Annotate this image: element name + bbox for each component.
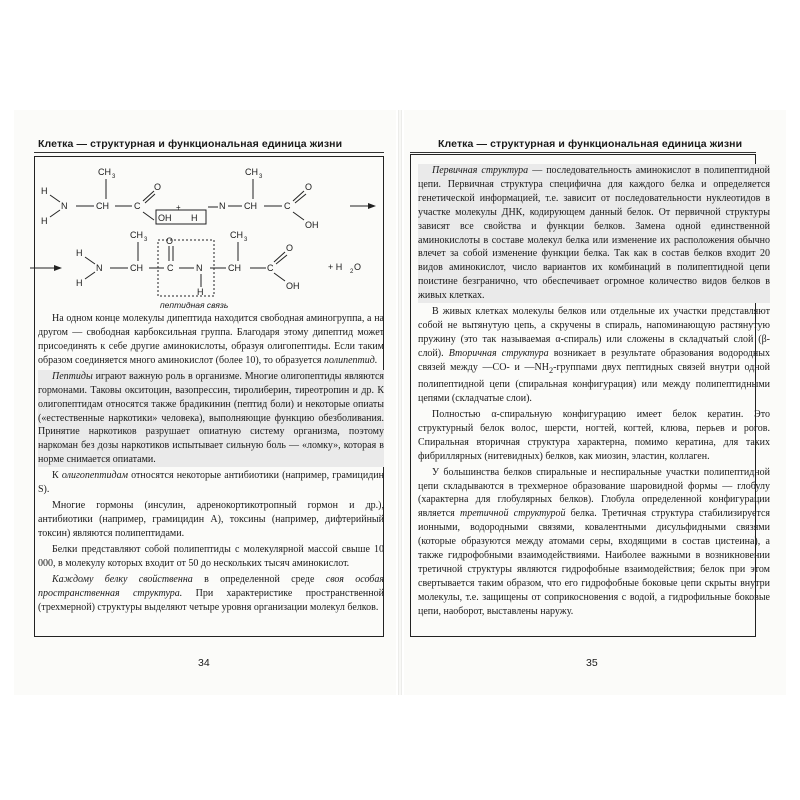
right-paragraph-1: Первичная структура — последовательность аминокислот в полипептидной цепи. Первичная структура специфична для каждого белка и определяется генетической информацией, т.е. зависит от последовательности нуклеотидов в участке молекулы ДНК, кодирующем данный белок. От первичной структуры зависят все свойства и функции белков. Замена одной единственной аминокислоты в составе молекул белка или изменение их расположения обычно влечет за собой изменение функции белка. Так как в состав белков входит 20 видов аминокислот, число вариантов их комбинаций в полипептидной цепи поистине безгранично, что обеспечивает огромное количество видов белков в живых клетках. <box>418 165 770 302</box>
r2-sub3-a: 3 <box>144 237 148 243</box>
r1-o-a: O <box>154 182 162 192</box>
left-running-header: Клетка — структурная и функциональная единица жизни <box>38 138 343 150</box>
r1-ch3-a: CH <box>98 167 111 177</box>
left-paragraph-5: Белки представляют собой полипептиды с молекулярной массой свыше 10 000, в молекулу которых входит от 50 до нескольких тысяч аминокислот. <box>38 544 384 570</box>
right-paragraph-4: У большинства белков спиральные и неспиральные участки полипептидной цепи складываются в трехмерное образование шаровидной формы — глобулу (характерна для глобулярных белков). Глобула определенной конфигурации является третичной структурой белка. Третичная структура стабилизируется ионными, водородными связями, ковалентными дисульфидными связями (которые образуются между атомами серы, входящими в состав цистеина), а также гидрофобными взаимодействиями. Наиболее важными в возникновении третичной структуры являются гидрофобные взаимодействия; белок при этом свертывается таким образом, что его гидрофобные боковые цепи скрыты внутри молекулы, т.е. защищены от соприкосновения с водой, а гидрофильные боковые цепи, наоборот, выставлены наружу. <box>418 466 770 617</box>
water-sub: 2 <box>350 269 354 275</box>
r1-oh-b: OH <box>305 220 319 230</box>
r1-n: N <box>61 201 68 211</box>
r2-ch-b: CH <box>228 263 241 273</box>
left-header-rule <box>34 152 384 153</box>
right-paragraph-2: В живых клетках молекулы белков или отдельные их участки представляют собой не вытянутую цепь, а скручены в спираль, напоминающую растянутую пружину (это так называемая α-спираль) или сложены в складчатый слой (β-слой). Вторичная структура возникает в результате образования водородных связей между —CO- и $—NH_2$-группами двух пептидных связей внутри одной полипептидной цепи (спиральная конфигурация) или между полипептидными цепями (складчатые слои). <box>418 306 770 404</box>
r1-c-a: C <box>134 201 141 211</box>
r2-n-b: N <box>196 263 203 273</box>
r2-sub3-b: 3 <box>244 237 248 243</box>
r2-h-bottom: H <box>76 278 83 288</box>
r1-ch3-b: CH <box>245 167 258 177</box>
r2-h-top: H <box>76 248 83 258</box>
r1-c-b: C <box>284 201 291 211</box>
r2-n: N <box>96 263 103 273</box>
left-paragraph-1: На одном конце молекулы дипептида находится свободная аминогруппа, а на другом — свободная карбоксильная группа. Благодаря этому дипептид может присоединять к себе другие аминокислоты, образуя олигопептиды. Если таким образом соединяется много аминокислот (более 10), то образуется полипептид. <box>38 313 384 366</box>
right-header-rule <box>410 152 756 153</box>
r2-o-b: O <box>286 243 294 253</box>
r1-sub3-a: 3 <box>112 174 116 180</box>
left-paragraph-6: Каждому белку свойственна в определенной среде своя особая пространственная структура. При характеристике пространственной (трехмерной) структуры выделяют четыре уровня организации молекул белков. <box>38 574 384 614</box>
water-prefix: + H <box>328 262 343 272</box>
right-paragraph-3: Полностью α-спиральную конфигурацию имеет белок кератин. Это структурный белок волос, шерсти, ногтей, когтей, клюва, перьев и рогов. Спиральная вторичная структура характерна, помимо кератина, для таких фибриллярных (нитевидных) белков, как миозин, эластин, коллаген. <box>418 408 770 462</box>
r1-h-bottom: H <box>41 216 48 226</box>
dipeptide-formation-diagram <box>28 162 383 312</box>
r2-oh: OH <box>286 281 300 291</box>
r2-ch3-a: CH <box>130 230 143 240</box>
r1-n-b: N <box>219 201 226 211</box>
r1-sub3-b: 3 <box>259 174 263 180</box>
left-paragraph-3: К олигопептидам относятся некоторые антибиотики (например, грамицидин S). <box>38 470 385 496</box>
left-page <box>14 110 396 695</box>
book-spine <box>398 110 402 695</box>
r1-h-top: H <box>41 186 48 196</box>
water-suffix: O <box>354 262 362 272</box>
r2-h-mid: H <box>197 287 204 297</box>
left-paragraph-2: Пептиды играют важную роль в организме. Многие олигопептиды являются гормонами. Таковы окситоцин, вазопрессин, тиролиберин, тиреотропин и др. К олигопептидам относятся также брадикинин (пептид боли) и некоторые опиаты («естественные наркотики» человека), выполняющие функцию обезболивания. Принятие наркотиков разрушает опиатную систему организма, поэтому наркоман без дозы наркотиков испытывает сильную боль — «ломку», которая в норме снимается опиатами. <box>38 370 384 466</box>
r2-o: O <box>166 236 174 246</box>
peptide-bond-caption: пептидная связь <box>160 300 229 310</box>
r2-ch-a: CH <box>130 263 143 273</box>
r1-h-mid: H <box>191 213 198 223</box>
r1-ch-a: CH <box>96 201 109 211</box>
left-page-number: 34 <box>198 657 210 669</box>
left-paragraph-4: Многие гормоны (инсулин, адренокортикотропный гормон и др.), антибиотики (например, грамицидин A), токсины (например, дифтерийный токсин) являются полипептидами. <box>38 500 384 540</box>
r1-ch-b: CH <box>244 201 257 211</box>
r2-c: C <box>167 263 174 273</box>
r1-oh-a: OH <box>158 213 172 223</box>
right-page-number: 35 <box>586 657 598 669</box>
left-body-text <box>38 312 384 617</box>
r2-ch3-b: CH <box>230 230 243 240</box>
right-running-header: Клетка — структурная и функциональная единица жизни <box>438 138 743 150</box>
right-body-text <box>418 164 770 621</box>
right-page <box>404 110 786 695</box>
r2-c-b: C <box>267 263 274 273</box>
r1-o-b: O <box>305 182 313 192</box>
r1-plus: + <box>176 203 181 212</box>
